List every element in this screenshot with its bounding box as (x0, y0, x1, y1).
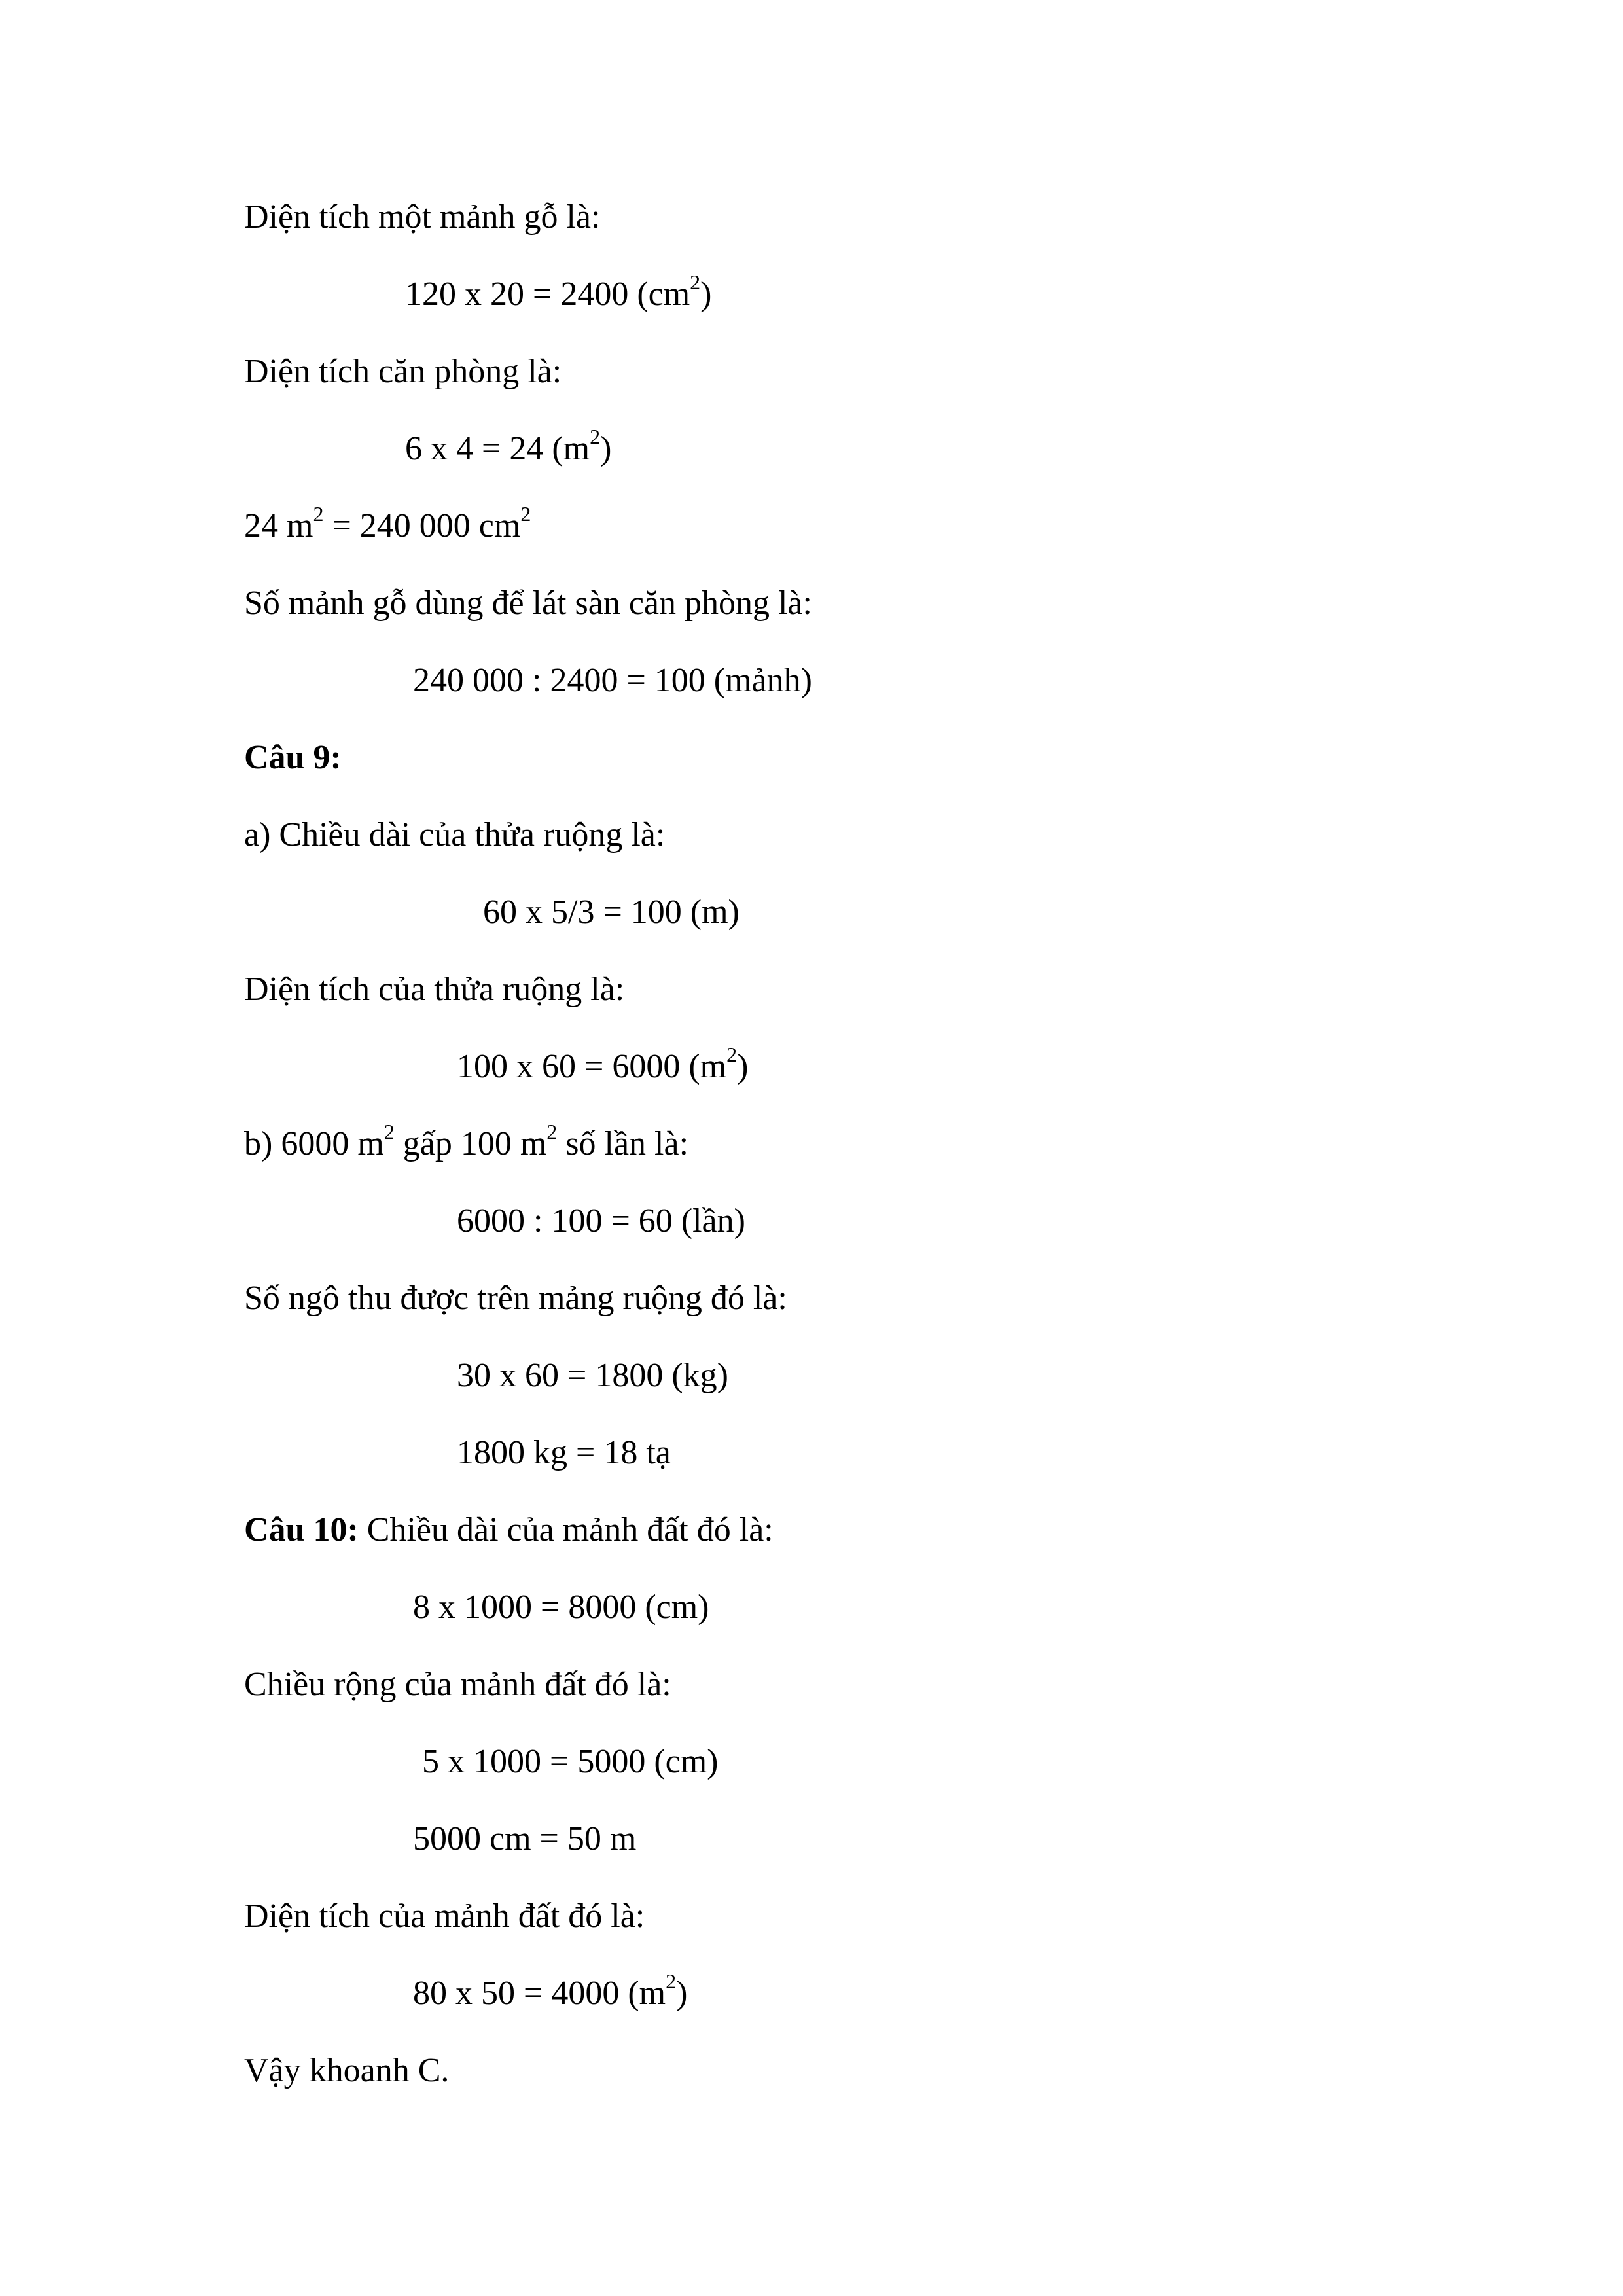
text-line: Số ngô thu được trên mảng ruộng đó là: (244, 1280, 787, 1317)
equation-line: 240 000 : 2400 = 100 (mảnh) (413, 662, 812, 699)
equation-line: 60 x 5/3 = 100 (m) (483, 893, 740, 931)
equation-line: 5 x 1000 = 5000 (cm) (422, 1743, 719, 1780)
question-heading: Câu 10: Chiều dài của mảnh đất đó là: (244, 1511, 774, 1549)
equation-line: 120 x 20 = 2400 $(cm^2)$ (405, 270, 712, 313)
text-line: a) Chiều dài của thửa ruộng là: (244, 816, 666, 853)
conversion-line: 5000 cm = 50 m (413, 1820, 637, 1857)
equation-line: 8 x 1000 = 8000 (cm) (413, 1588, 709, 1626)
conversion-line: 24 $m^2 = 240$ 000 $cm^2$ (244, 501, 531, 545)
conversion-line: 1800 kg = 18 tạ (457, 1434, 671, 1471)
question-heading: Câu 9: (244, 739, 342, 776)
text-line: Chiều rộng của mảnh đất đó là: (244, 1666, 671, 1703)
equation-line: 80 x 50 = 4000 $(m^2)$ (413, 1969, 688, 2012)
equation-line: 6000 : 100 = 60 (lần) (457, 1202, 745, 1240)
equation-line: 100 x 60 = 6000 $(m^2)$ (457, 1042, 749, 1085)
text-line: b) 6000 $m^2$ gấp 100 $m^2$ số lần là: (244, 1119, 689, 1162)
text-line: Diện tích của thửa ruộng là: (244, 971, 625, 1008)
text-line: Diện tích của mảnh đất đó là: (244, 1897, 645, 1935)
text-line: Diện tích một mảnh gỗ là: (244, 198, 601, 236)
equation-line: 6 x 4 = 24 $(m^2)$ (405, 424, 612, 467)
text-line: Diện tích căn phòng là: (244, 353, 562, 390)
text-line: Số mảnh gỗ dùng để lát sàn căn phòng là: (244, 584, 812, 622)
equation-line: 30 x 60 = 1800 (kg) (457, 1357, 728, 1394)
conclusion-line: Vậy khoanh C. (244, 2052, 450, 2089)
